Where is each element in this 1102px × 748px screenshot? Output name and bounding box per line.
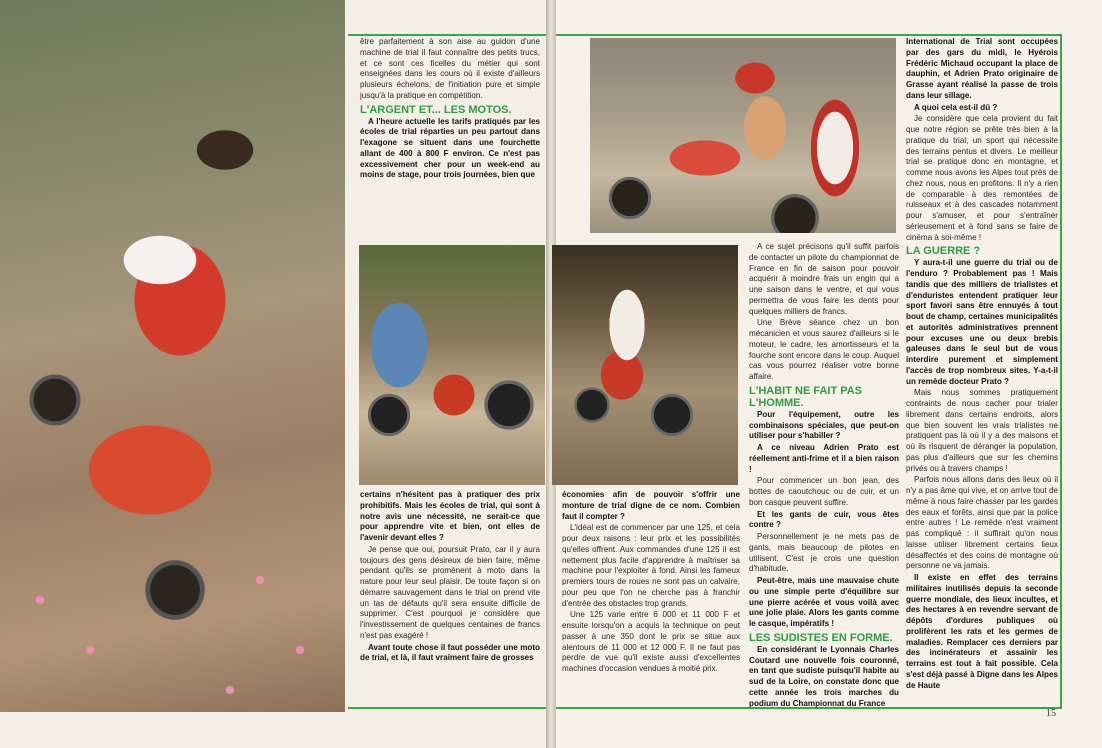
paragraph: Mais nous sommes pratiquement contraints de nous cacher pour trialer librement dans certains endroits, alors que bien souvent les vrais trialistes ne pratiquent pas là où il y a des maisons et où ils risquent de déranger la population, pas plus d'ailleurs que sur les chemins privés ou à travers champs ! xyxy=(906,388,1058,473)
green-rule xyxy=(348,34,546,36)
photo-two-riders xyxy=(590,38,896,233)
paragraph: International de Trial sont occupées par des gars du midi, le Hyérois Frédéric Michaud occupant la place de dauphin, et Adrien Prato originaire de Grasse ayant réalisé la passe de trois dans leur sillage. xyxy=(906,37,1058,100)
paragraph: En considérant le Lyonnais Charles Coutard une nouvelle fois couronné, en tant que sudiste puisqu'il habite au sud de la Loire, on constate donc que cette année les trois marches du podium du Championnat du France xyxy=(749,644,899,708)
paragraph: A ce sujet précisons qu'il suffit parfois de contacter un pilote du championnat de France en fin de saison pour pouvoir acquérir à moindre frais un engin qui a une saison dans le ventre, et qui vous permettra de vous faire les dents pour quelques milliers de francs. xyxy=(749,242,899,316)
paragraph: Y aura-t-il une guerre du trial ou de l'enduro ? Probablement pas ! Mais tandis que des milliers de trialistes et d'enduristes entendent pratiquer leur sport favori sans être ennuyés à tout bout de champ, certaines municipalités et autorités administratives prennent pour excuses une ou deux brebis galeuses dans le seul but de vous interdire purement et simplement l'accès de trop nombreux sites. Y-a-t-il un remède docteur Prato ? xyxy=(906,258,1058,386)
page-number: 15 xyxy=(1046,708,1056,719)
green-rule xyxy=(1060,34,1062,709)
paragraph: A quoi cela est-il dû ? xyxy=(914,102,998,112)
paragraph: être parfaitement à son aise au guidon d'une machine de trial il faut connaître des petits trucs, et ce sont ces ficelles du métier qui sont enseignées dans les cours où il existe d'ailleurs plusieurs échelons, de l'initiation pure et simple jusqu'à la pratique en compétition. xyxy=(360,37,540,100)
paragraph: Une 125 varie entre 6 000 et 11 000 F et ensuite lorsqu'on a acquis la technique on peut passer à une 350 dont le prix se situe aux alentours de 11 000 et 12 000 F. Il ne faut pas perdre de vue qu'il existe aussi d'excellentes machines d'occasion vendues à moitié prix. xyxy=(562,610,740,673)
paragraph: Je pense que oui, poursuit Prato, car il y aura toujours des gens désireux de bien faire, même pendant qu'ils se promènent à moto dans la nature pour leur seul plaisir. De toute façon si on démarre sauvagement dans le trial on prend vite un tas de défauts qu'il sera ensuite difficile de supprimer. C'est pourquoi je considère que l'investissement de quelques centaines de francs n'est pas exagéré ! xyxy=(360,544,540,640)
article-column-2 xyxy=(749,242,899,710)
paragraph: Avant toute chose il faut posséder une moto de trial, et là, il faut vraiment faire de grosses xyxy=(360,642,540,663)
paragraph: économies afin de pouvoir s'offrir une monture de trial digne de ce nom. Combien faut il compter ? xyxy=(562,490,740,521)
paragraph: Pour l'équipement, outre les combinaisons spéciales, que peut-on utiliser pour s'habiller ? xyxy=(749,409,899,441)
section-heading-guerre: LA GUERRE ? xyxy=(906,245,981,258)
section-heading-habit: L'HABIT NE FAIT PAS L'HOMME. xyxy=(749,384,863,409)
paragraph: Personnellement je ne mets pas de gants, mais beaucoup de pilotes en utilisent. C'est je crois une question d'habitude. xyxy=(749,532,899,574)
article-column-2-bottom xyxy=(562,490,740,676)
paragraph: Je considère que cela provient du fait que notre région se prête très bien à la pratique du trial, un sport qui nécessite des terrains pentus et divers. Le meilleur trial se pratique donc en montagne, et comme nous avons les Alpes tout près de chez nous, nous en profitons. Il n'y a rien de comparable à des remontées de ruisseaux et à des cascades notamment pour s'amuser, et pour s'entraîner sérieusement et à fond sans se faire de cinéma à soi-même ! xyxy=(906,114,1058,242)
paragraph: Il existe en effet des terrains militaires inutilisés depuis la seconde guerre mondiale, des lieux incultes, et des hectares à en revendre servant de dépôts d'ordures publiques où prolifèrent les rats et les germes de maladies. Remplacer ces derniers par des incinérateurs et assainir les terrains est tout à fait possible. Cela s'est déjà passé à Digne dans les Alpes de Haute xyxy=(906,573,1058,690)
article-column-1 xyxy=(360,37,540,182)
photo-rider-blue-helmet xyxy=(359,245,545,485)
green-rule xyxy=(556,34,1062,36)
paragraph: Et les gants de cuir, vous êtes contre ? xyxy=(749,509,899,530)
paragraph: Une Brève séance chez un bon mécanicien et vous saurez d'ailleurs si le moteur, le cadre, les amortisseurs et la fourche sont encore dans le coup. Auquel cas vous pourrez réaliser votre bonne affaire. xyxy=(749,318,899,381)
section-heading-sudistes: LES SUDISTES EN FORME. xyxy=(749,631,893,644)
paragraph: A l'heure actuelle les tarifs pratiqués par les écoles de trial réparties un peu partout dans l'exagone se situent dans une fourchette allant de 400 à 800 F environ. Ce n'est pas excessivement cher pour un week-end au moins de stage, pour trois journées, bien que xyxy=(360,116,540,180)
paragraph: Peut-être, mais une mauvaise chute ou une simple perte d'équilibre sur une pierre acérée et vous voilà avec une jolie plaie. Alors les gants comme le casque, impératifs ! xyxy=(749,576,899,628)
paragraph: L'idéal est de commencer par une 125, et cela pour deux raisons : leur prix et les possibilités qu'elles offrent. Aux commandes d'une 125 il est nettement plus facile d'apprendre à maîtriser sa machine pour l'exploiter à fond. Ainsi les fameux premiers tours de roues ne sont pas un calvaire, pour peu que l'on ne cherche pas à franchir d'entrée des obstacles trop grands. xyxy=(562,523,740,608)
article-column-3 xyxy=(906,37,1058,692)
paragraph: certains n'hésitent pas à pratiquer des prix prohibitifs. Mais les écoles de trial, qui sont à notre avis une nécessité, ne serait-ce que pour apprendre vite et bien, ont elles de l'avenir devant elles ? xyxy=(360,490,540,542)
section-heading-argent: L'ARGENT ET... LES MOTOS. xyxy=(360,103,512,116)
paragraph: A ce niveau Adrien Prato est réellement anti-frime et il a bien raison ! xyxy=(749,443,899,474)
photo-trial-rider-main xyxy=(0,0,345,712)
article-column-1-bottom xyxy=(360,490,540,665)
photo-rider-on-rocks xyxy=(552,245,738,485)
paragraph: Parfois nous allons dans des lieux où il n'y a pas âme qui vive, et on arrive tout de même à nous faire chasser par les gardes des eaux et forêts, ainsi que par la police entre autres ! Le remède n'est vraiment pas compliqué : il suffirait qu'on nous laisse utiliser librement certains lieux désaffectés et des coins de montagne où personne ne va jamais. xyxy=(906,475,1058,571)
paragraph: Pour commencer un bon jean, des bottes de caoutchouc ou de cuir, et un bon casque peuvent suffire. xyxy=(749,476,899,507)
green-rule xyxy=(348,707,546,709)
